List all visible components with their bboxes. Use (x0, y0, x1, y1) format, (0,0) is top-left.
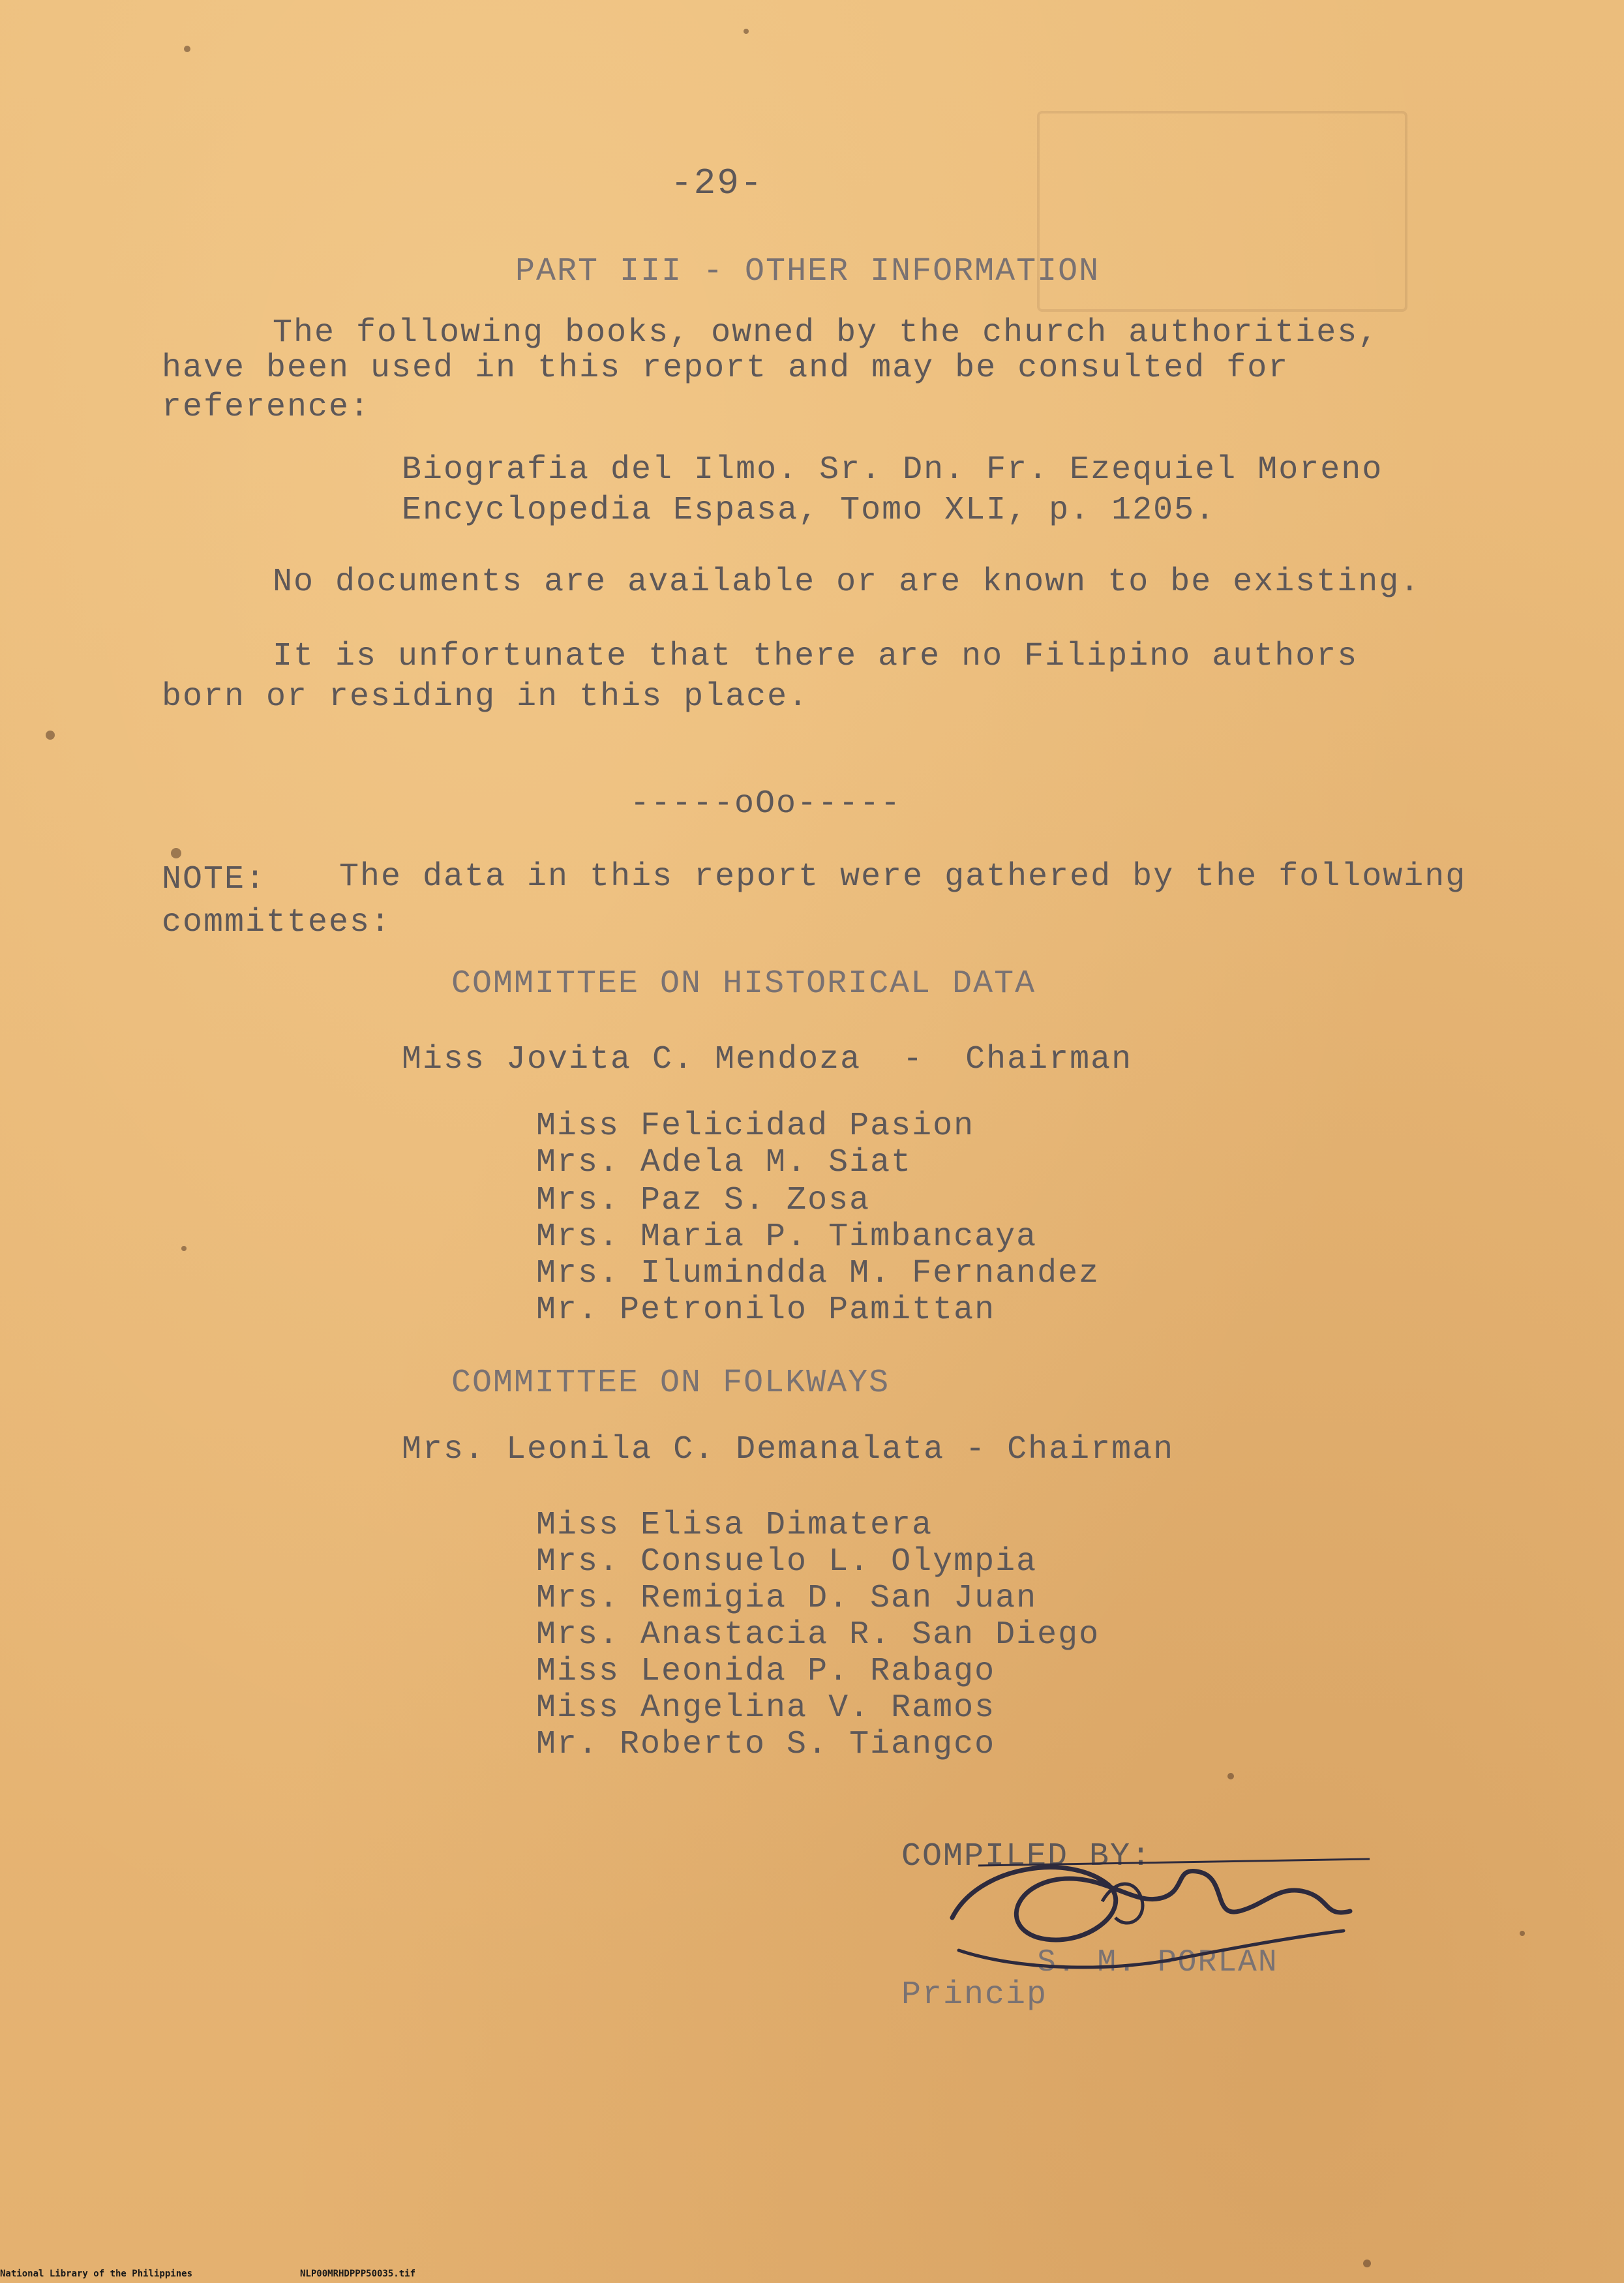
intro-line-2: have been used in this report and may be consulted for (162, 350, 1289, 387)
separator: -----oOo----- (630, 785, 902, 823)
paper-speck (744, 29, 749, 34)
part-heading: PART III - OTHER INFORMATION (515, 253, 1100, 290)
footer-file: NLP00MRHDPPP50035.tif (300, 2269, 416, 2279)
compiler-title: Princip (901, 1976, 1048, 2014)
authors-note-line-1: It is unfortunate that there are no Filipino authors (273, 638, 1359, 675)
folkways-member-2: Mrs. Consuelo L. Olympia (536, 1543, 1038, 1580)
intro-line-1: The following books, owned by the church authorities, (273, 314, 1379, 352)
book-1: Biografia del Ilmo. Sr. Dn. Fr. Ezequiel Moreno (402, 451, 1383, 489)
compiler-name: S. M. PORLAN (1037, 1945, 1278, 1980)
paper-speck (46, 731, 55, 740)
folkways-member-4: Mrs. Anastacia R. San Diego (536, 1616, 1100, 1654)
compiled-by-label: COMPILED BY: (901, 1838, 1152, 1875)
folkways-member-6: Miss Angelina V. Ramos (536, 1689, 996, 1727)
intro-line-3: reference: (162, 389, 371, 426)
note-line-1: The data in this report were gathered by the following (339, 858, 1467, 896)
paper-speck (184, 46, 190, 52)
signature (939, 1839, 1383, 1989)
paper-speck (171, 848, 181, 858)
authors-note-line-2: born or residing in this place. (162, 678, 809, 716)
book-2: Encyclopedia Espasa, Tomo XLI, p. 1205. (402, 492, 1216, 529)
historical-member-1: Miss Felicidad Pasion (536, 1108, 975, 1145)
folkways-committee-chairman: Mrs. Leonila C. Demanalata - Chairman (402, 1431, 1175, 1468)
paper-speck (1520, 1931, 1525, 1936)
page-number: -29- (670, 162, 764, 204)
folkways-committee-title: COMMITTEE ON FOLKWAYS (451, 1365, 890, 1402)
paper-speck (1363, 2260, 1371, 2267)
historical-member-2: Mrs. Adela M. Siat (536, 1144, 912, 1181)
footer-library: National Library of the Philippines (0, 2269, 193, 2279)
folkways-member-1: Miss Elisa Dimatera (536, 1507, 933, 1544)
paper-speck (181, 1246, 187, 1251)
folkways-member-7: Mr. Roberto S. Tiangco (536, 1726, 996, 1763)
historical-member-6: Mr. Petronilo Pamittan (536, 1292, 996, 1329)
historical-committee-chairman: Miss Jovita C. Mendoza - Chairman (402, 1041, 1133, 1078)
folkways-member-3: Mrs. Remigia D. San Juan (536, 1580, 1038, 1617)
note-label: NOTE: (162, 861, 267, 898)
historical-member-5: Mrs. Ilumindda M. Fernandez (536, 1255, 1100, 1292)
historical-committee-title: COMMITTEE ON HISTORICAL DATA (451, 965, 1036, 1003)
paper-speck (1227, 1773, 1234, 1779)
historical-member-3: Mrs. Paz S. Zosa (536, 1182, 871, 1219)
documents-note: No documents are available or are known to be existing. (273, 564, 1421, 601)
note-line-2: committees: (162, 904, 392, 941)
historical-member-4: Mrs. Maria P. Timbancaya (536, 1218, 1038, 1256)
folkways-member-5: Miss Leonida P. Rabago (536, 1653, 996, 1690)
